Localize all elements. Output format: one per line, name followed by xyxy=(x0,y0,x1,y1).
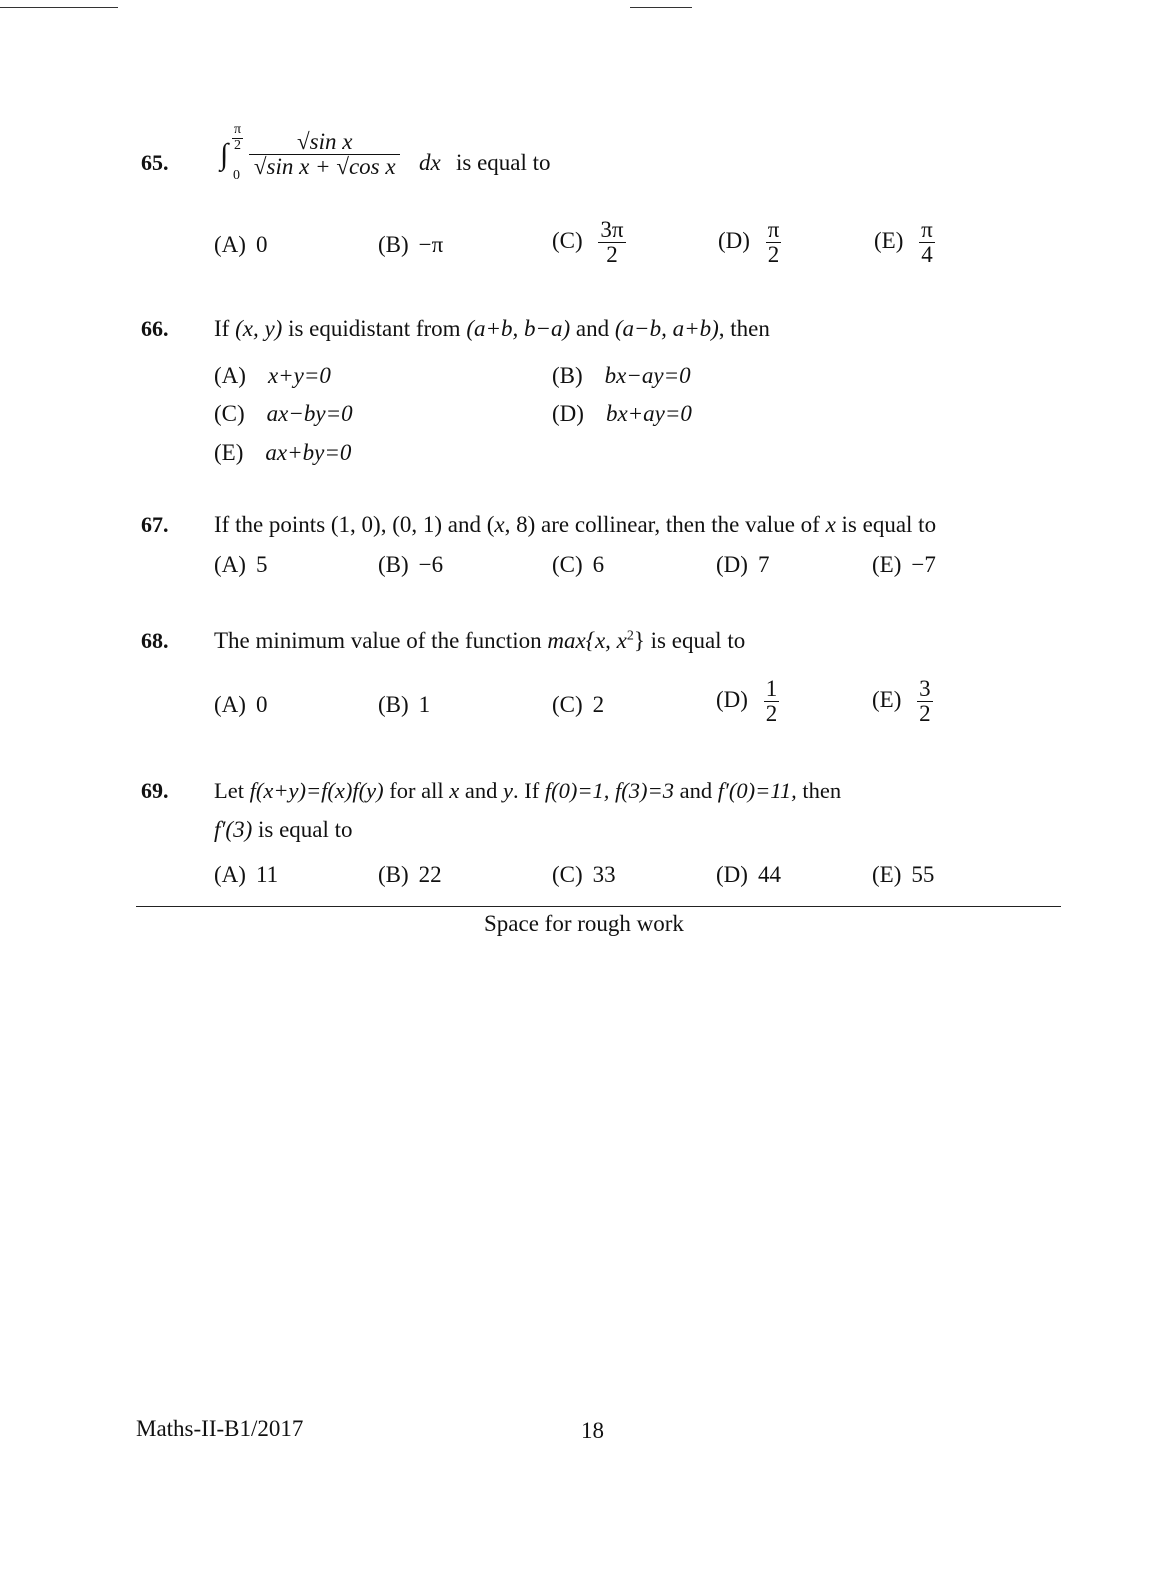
question-stem-line-2: f′(3) is equal to xyxy=(214,817,353,842)
option-e[interactable]: (E) ax+by=0 xyxy=(214,440,352,465)
page-number: 18 xyxy=(581,1418,604,1443)
lower-limit: 0 xyxy=(233,168,240,183)
option-d[interactable]: (D) 7 xyxy=(716,552,770,577)
option-a[interactable]: (A) 0 xyxy=(214,692,268,717)
option-d[interactable]: (D) bx+ay=0 xyxy=(552,401,692,426)
integrand-numerator: √sin x xyxy=(249,130,400,155)
option-d[interactable]: (D) 44 xyxy=(716,862,781,887)
option-b[interactable]: (B) −π xyxy=(378,232,444,257)
top-left-rule xyxy=(0,7,118,8)
rough-work-label: Space for rough work xyxy=(484,911,684,936)
top-center-rule xyxy=(630,7,692,8)
option-b[interactable]: (B) 22 xyxy=(378,862,442,887)
footer-paper-code: Maths-II-B1/2017 xyxy=(136,1416,304,1441)
option-d[interactable]: (D) $\frac{1}{2}$ xyxy=(716,676,778,727)
upper-limit: $\frac{\pi}{2}$ xyxy=(234,122,242,153)
option-b[interactable]: (B) bx−ay=0 xyxy=(552,363,691,388)
option-c[interactable]: (C) 2 xyxy=(552,692,605,717)
option-a[interactable]: (A) 0 xyxy=(214,232,268,257)
integrand-denominator: √sin x + √cos x xyxy=(253,154,396,180)
dx-symbol: dx xyxy=(419,150,441,175)
question-stem: The minimum value of the function max{x, $x^2$} is equal to xyxy=(214,628,746,653)
option-e[interactable]: (E) −7 xyxy=(872,552,936,577)
option-e[interactable]: (E) $\frac{\pi}{4}$ xyxy=(874,217,933,268)
option-c[interactable]: (C) $\frac{3\pi}{2}$ xyxy=(552,217,624,268)
question-stem: If (x, y) is equidistant from (a+b, b−a) and (a−b, a+b), then xyxy=(214,316,770,341)
question-stem-line-1: Let f(x+y)=f(x)f(y) for all x and y. If f(0)=1, f(3)=3 and f′(0)=11, then xyxy=(214,778,842,803)
question-number: 65. xyxy=(141,150,169,175)
question-number: 66. xyxy=(141,316,169,341)
rough-work-divider xyxy=(136,906,1061,907)
stem-tail: is equal to xyxy=(456,150,551,175)
option-b[interactable]: (B) −6 xyxy=(378,552,444,577)
option-a[interactable]: (A) 11 xyxy=(214,862,279,887)
question-stem: If the points (1, 0), (0, 1) and (x, 8) are collinear, then the value of x is equal to xyxy=(214,512,937,537)
option-c[interactable]: (C) 33 xyxy=(552,862,616,887)
question-number: 67. xyxy=(141,512,169,537)
integrand-fraction xyxy=(249,130,400,179)
question-number: 69. xyxy=(141,778,169,803)
option-a[interactable]: (A) x+y=0 xyxy=(214,363,331,388)
option-e[interactable]: (E) $\frac{3}{2}$ xyxy=(872,676,931,727)
option-a[interactable]: (A) 5 xyxy=(214,552,268,577)
question-number: 68. xyxy=(141,628,169,653)
option-c[interactable]: (C) ax−by=0 xyxy=(214,401,353,426)
option-e[interactable]: (E) 55 xyxy=(872,862,935,887)
option-c[interactable]: (C) 6 xyxy=(552,552,605,577)
integral-sign: ∫ xyxy=(220,138,229,171)
option-b[interactable]: (B) 1 xyxy=(378,692,431,717)
option-d[interactable]: (D) $\frac{\pi}{2}$ xyxy=(718,217,780,268)
